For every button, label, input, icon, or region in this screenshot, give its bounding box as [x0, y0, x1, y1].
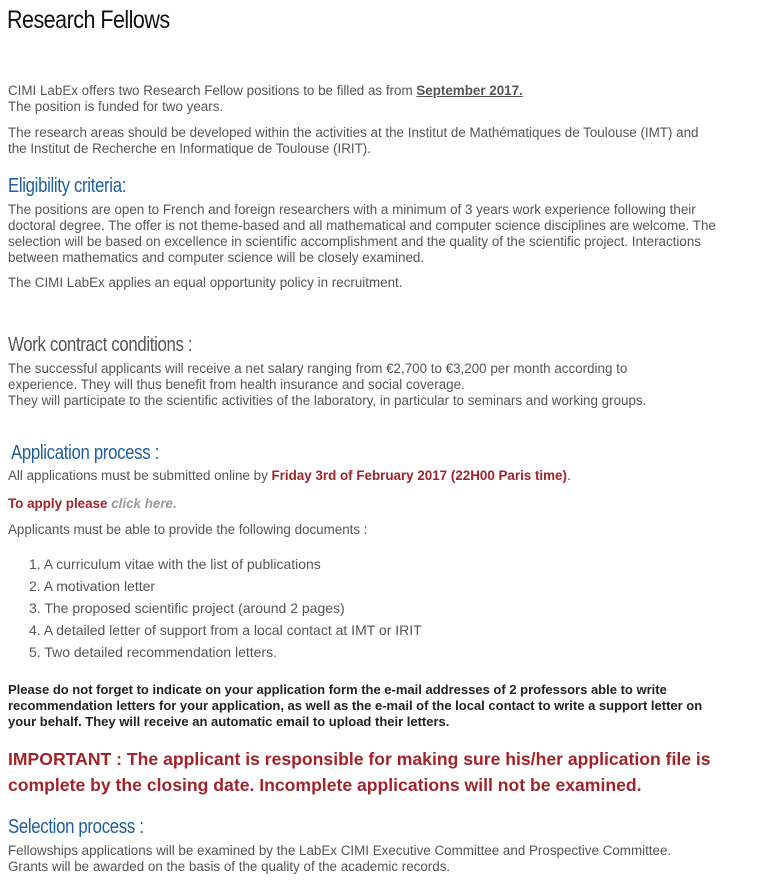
submission-suffix: .	[566, 468, 571, 483]
selection-line1: Fellowships applications will be examined by the LabEx CIMI Executive Committee and Prospective Committee.	[8, 843, 672, 858]
list-item: 2. A motivation letter	[29, 578, 156, 594]
apply-link[interactable]: click here.	[111, 496, 177, 511]
selection-heading: Selection process :	[8, 816, 144, 838]
eligibility-text: The positions are open to French and foreign researchers with a minimum of 3 years work experience following their doctoral degree. The offer is not theme-based and all mathematical and computer science disciplines are welcome. The selection will be based on excellence in scientific accomplishment and the quality of the scientific project. Interactions between mathematics and computer science will be closely examined.	[8, 202, 716, 265]
research-areas-text: The research areas should be developed within the activities at the Institut de Mathématiques de Toulouse (IMT) and the Institut de Recherche en Informatique de Toulouse (IRIT).	[8, 125, 699, 156]
work-contract-heading: Work contract conditions :	[8, 334, 193, 356]
list-item: 4. A detailed letter of support from a local contact at IMT or IRIT	[29, 622, 422, 638]
salary-text: The successful applicants will receive a net salary ranging from €2,700 to €3,200 per month according to experience. They will thus benefit from health insurance and social coverage.	[8, 361, 628, 392]
submission-prefix: All applications must be submitted online by	[8, 468, 272, 483]
apply-label: To apply please	[8, 496, 112, 511]
list-item: 5. Two detailed recommendation letters.	[29, 644, 277, 660]
list-item: 1. A curriculum vitae with the list of publications	[29, 556, 321, 572]
documents-list	[29, 556, 422, 666]
important-notice: IMPORTANT : The applicant is responsible for making sure his/her application file is complete by the closing date. Incomplete applications will not be examined.	[8, 749, 711, 795]
selection-text	[8, 843, 723, 875]
funding-text: The position is funded for two years.	[8, 99, 224, 114]
list-item: 3. The proposed scientific project (around 2 pages)	[29, 600, 345, 616]
intro-text: CIMI LabEx offers two Research Fellow positions to be filled as from	[8, 83, 417, 98]
apply-line	[8, 496, 723, 512]
eligibility-heading: Eligibility criteria:	[8, 175, 127, 197]
documents-intro: Applicants must be able to provide the following documents :	[8, 522, 368, 537]
submission-text	[8, 468, 723, 484]
intro-paragraph	[8, 83, 723, 115]
deadline: Friday 3rd of February 2017 (22H00 Paris time)	[271, 468, 567, 483]
reminder-text: Please do not forget to indicate on your application form the e-mail addresses of 2 professors able to write recommendation letters for your application, as well as the e-mail of the local contact to write a support letter on your behalf. They will receive an automatic email to upload their letters.	[8, 682, 703, 729]
page-title: Research Fellows	[7, 6, 170, 34]
equal-opportunity-text: The CIMI LabEx applies an equal opportunity policy in recruitment.	[8, 275, 403, 290]
application-heading: Application process :	[11, 442, 159, 464]
start-date: September 2017.	[416, 83, 523, 98]
selection-line2: Grants will be awarded on the basis of the quality of the academic records.	[8, 859, 451, 874]
activities-text: They will participate to the scientific activities of the laboratory, in particular to seminars and working groups.	[8, 393, 647, 408]
